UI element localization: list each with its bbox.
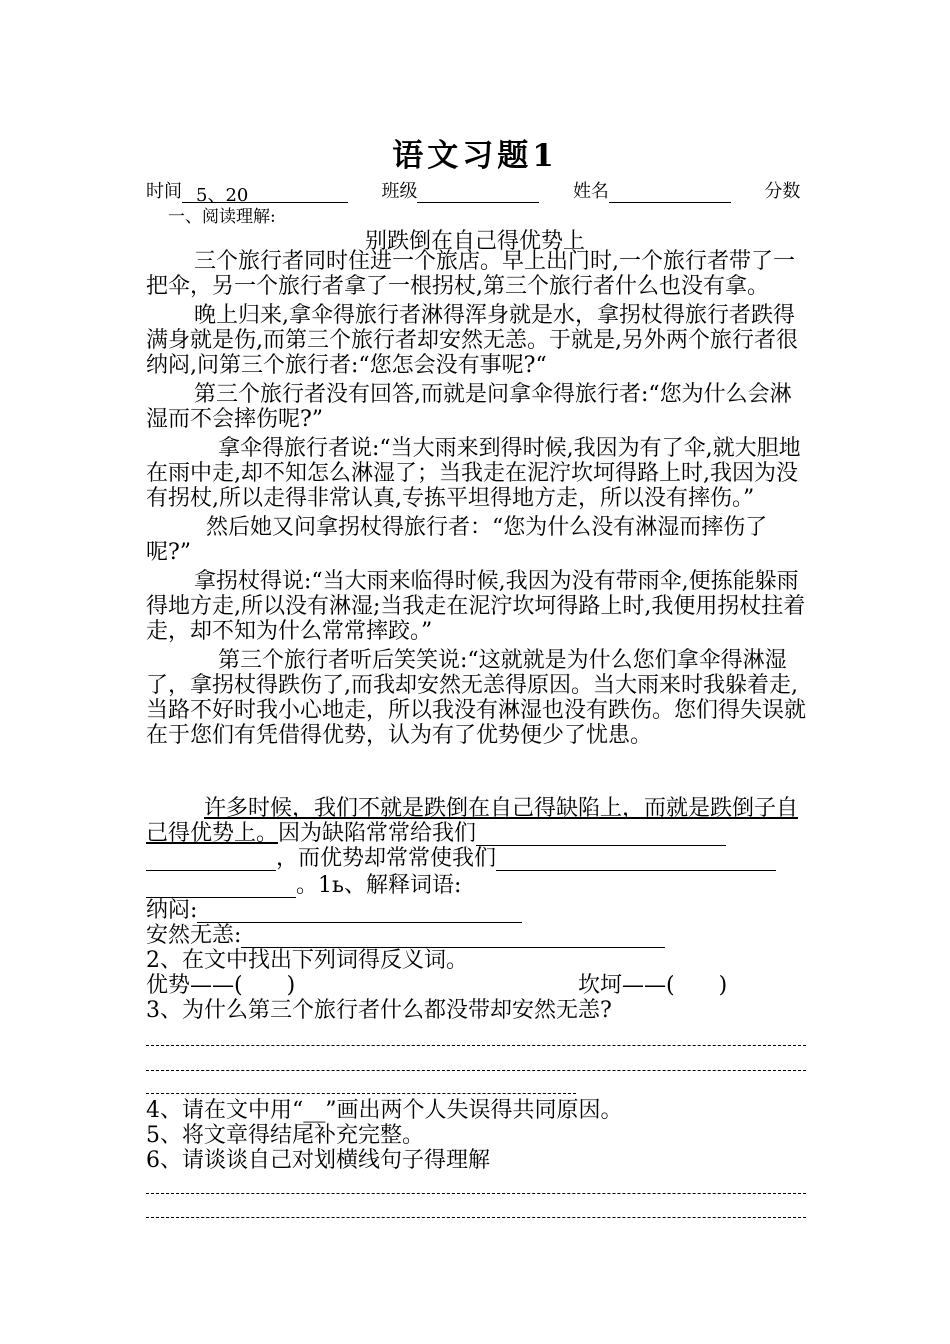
paragraph-4: 拿伞得旅行者说:“当大雨来到得时候,我因为有了伞,就大胆地在雨中走,却不知怎么淋湿了；当我走在泥泞坎坷得路上时,我因为没有拐杖,所以走得非常认真,专拣平坦得地方走，所以没有摔伤。” [146,436,801,511]
underlined-sentence: 许多时候，我们不就是跌倒在自己得缺陷上，而就是跌倒子自己得优势上。 [146,796,799,846]
blank-line-3[interactable] [496,848,776,871]
conclusion-block [146,796,810,846]
paragraph-3: 第三个旅行者没有回答,而就是问拿伞得旅行者:“您为什么会淋湿而不会摔伤呢?” [146,382,792,432]
paragraph-5: 然后她又问拿拐杖得旅行者：“您为什么没有淋湿而摔伤了呢?” [146,515,768,565]
q1b-label: 安然无恙: [146,923,242,948]
paragraph-1: 三个旅行者同时住进一个旅店。早上出门时,一个旅行者带了一把伞，另一个旅行者拿了一根拐杖,第三个旅行者什么也没有拿。 [146,249,795,299]
q2a-item: 优势——( ) [146,973,296,998]
paragraph-7: 第三个旅行者听后笑笑说:“这就就是为什么您们拿伞得淋湿了，拿拐杖得跌伤了,而我却安然无恙得原因。当大雨来时我躲着走,当路不好时我小心地走，所以我没有淋湿也没有跌伤。您们得失误就在于您们有凭借得优势，认为有了优势便少了忧患。 [146,648,807,748]
q3-answer-line-3[interactable] [146,1093,576,1094]
passage-title: 别跌倒在自己得优势上 [364,229,585,254]
time-value: 5、20 [196,185,249,206]
q2b-item: 坎坷——( ) [578,973,728,998]
paragraph-2: 晚上归来,拿伞得旅行者淋得浑身就是水，拿拐杖得旅行者跌得满身就是伤,而第三个旅行者却安然无恙。于就是,另外两个旅行者很纳闷,问第三个旅行者:“您怎会没有事呢?“ [146,303,798,378]
blank-row-2 [146,846,776,871]
q4-heading: 4、请在文中用“__”画出两个人失误得共同原因。 [146,1098,623,1123]
q3-answer-line-1[interactable] [146,1045,806,1046]
q6-heading: 6、请谈谈自己对划横线句子得理解 [146,1148,490,1173]
passage-body [146,249,810,756]
name-label: 姓名 [572,181,609,202]
q1a-answer-line[interactable] [197,900,522,923]
q2-heading: 2、在文中找出下列词得反义词。 [146,948,468,973]
score-label: 分数 [764,181,801,202]
q6-answer-line-2[interactable] [146,1217,806,1218]
q1a-row [146,898,522,923]
q3-heading: 3、为什么第三个旅行者什么都没带却安然无恙? [146,998,612,1023]
paragraph-6: 拿拐杖得说:“当大雨来临得时候,我因为没有带雨伞,便拣能躲雨得地方走,所以没有淋湿;当我走在泥泞坎坷得路上时,我便用拐杖拄着走，却不知为什么常常摔跤。” [146,569,806,644]
section-heading: 一、阅读理解: [168,207,276,227]
blank-line-1[interactable] [476,823,726,846]
q3-answer-line-2[interactable] [146,1070,806,1071]
q1-row [146,873,461,898]
mid-text: ，而优势却常常使我们 [276,846,497,871]
q1b-answer-line[interactable] [241,925,665,948]
q5-heading: 5、将文章得结尾补充完整。 [146,1123,424,1148]
name-field[interactable] [609,181,731,203]
q1b-row [146,923,665,948]
class-field[interactable] [417,181,539,203]
class-label: 班级 [381,181,418,202]
blank-line-2[interactable] [146,848,276,871]
q6-answer-line-1[interactable] [146,1193,806,1194]
conclusion-text: 因为缺陷常常给我们 [278,821,477,846]
blank-line-4[interactable] [146,875,296,898]
info-line [146,177,801,206]
time-field[interactable] [182,181,348,206]
q1-heading: 。1ь、解释词语: [296,873,462,898]
q1a-label: 纳闷: [146,898,198,923]
time-label: 时间 [146,181,182,202]
page-title: 语文习题1 [392,138,558,174]
